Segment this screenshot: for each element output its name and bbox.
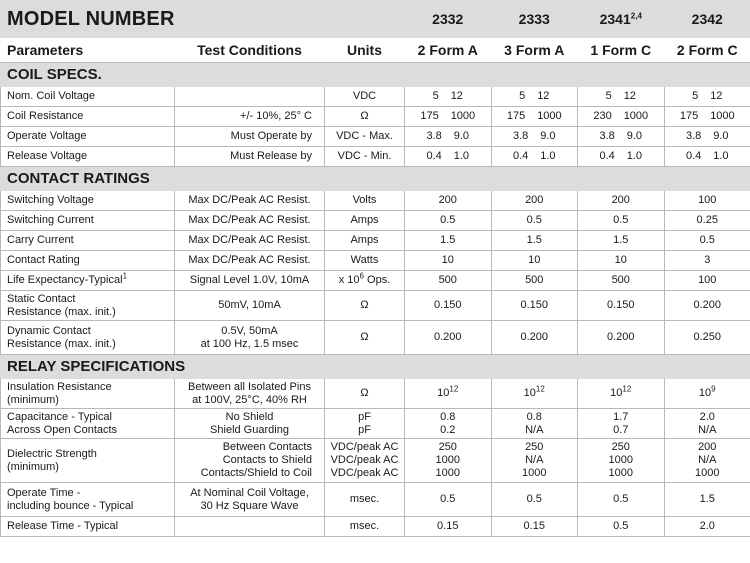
value-cell: 3.8 9.0 xyxy=(491,127,578,147)
value-cell: $10^{12}$ xyxy=(491,379,578,409)
param-label: Capacitance - Typical Across Open Contacts xyxy=(1,409,175,439)
value-cell: $10^{12}$ xyxy=(405,379,492,409)
value-cell: $10^9$ xyxy=(664,379,750,409)
row-nom-coil-voltage xyxy=(1,87,750,107)
param-label: Coil Resistance xyxy=(1,107,175,127)
section-coil-specs xyxy=(1,63,750,87)
value-cell: 0.5 xyxy=(491,211,578,231)
test-condition: +/- 10%, 25° C xyxy=(175,107,325,127)
param-label: Operate Time - including bounce - Typical xyxy=(1,483,175,517)
test-condition: 0.5V, 50mA at 100 Hz, 1.5 msec xyxy=(175,321,325,355)
units-cell: Ω xyxy=(325,321,405,355)
value-cell: 100 xyxy=(664,191,750,211)
param-label: Carry Current xyxy=(1,231,175,251)
row-insulation-resistance xyxy=(1,379,750,409)
value-cell: 2.0 xyxy=(664,517,750,537)
value-cell: 250 N/A 1000 xyxy=(491,439,578,483)
value-cell: 0.5 xyxy=(578,211,665,231)
value-cell: 0.200 xyxy=(664,291,750,321)
row-switching-current xyxy=(1,211,750,231)
value-cell: 175 1000 xyxy=(405,107,492,127)
value-cell: 0.15 xyxy=(405,517,492,537)
value-cell: 500 xyxy=(405,271,492,291)
value-cell: 3.8 9.0 xyxy=(664,127,750,147)
test-condition: No Shield Shield Guarding xyxy=(175,409,325,439)
units-cell: Watts xyxy=(325,251,405,271)
value-cell: 0.200 xyxy=(405,321,492,355)
value-cell: 0.200 xyxy=(578,321,665,355)
units-cell: VDC - Max. xyxy=(325,127,405,147)
param-label: Release Voltage xyxy=(1,147,175,167)
section-title: CONTACT RATINGS xyxy=(1,167,750,191)
units-cell: Ω xyxy=(325,291,405,321)
value-cell: 0.5 xyxy=(405,483,492,517)
value-cell: 10 xyxy=(491,251,578,271)
param-label: Static Contact Resistance (max. init.) xyxy=(1,291,175,321)
row-operate-voltage xyxy=(1,127,750,147)
value-cell: 10 xyxy=(578,251,665,271)
row-capacitance xyxy=(1,409,750,439)
value-cell: 0.150 xyxy=(405,291,492,321)
value-cell: 175 1000 xyxy=(664,107,750,127)
row-operate-time xyxy=(1,483,750,517)
value-cell: 0.8 0.2 xyxy=(405,409,492,439)
row-coil-resistance xyxy=(1,107,750,127)
form-2341: 1 Form C xyxy=(578,38,665,63)
value-cell: 230 1000 xyxy=(578,107,665,127)
model-2333: 2333 xyxy=(491,1,578,38)
value-cell: $10^{12}$ xyxy=(578,379,665,409)
units-cell: pF pF xyxy=(325,409,405,439)
param-label: Operate Voltage xyxy=(1,127,175,147)
value-cell: 250 1000 1000 xyxy=(578,439,665,483)
test-condition xyxy=(175,517,325,537)
value-cell: 3 xyxy=(664,251,750,271)
units-cell: Ω xyxy=(325,107,405,127)
test-condition: Max DC/Peak AC Resist. xyxy=(175,191,325,211)
value-cell: 0.4 1.0 xyxy=(578,147,665,167)
row-dynamic-contact-resistance xyxy=(1,321,750,355)
value-cell: 0.4 1.0 xyxy=(491,147,578,167)
units-cell: msec. xyxy=(325,483,405,517)
value-cell: 500 xyxy=(578,271,665,291)
value-cell: 10 xyxy=(405,251,492,271)
value-cell: 0.25 xyxy=(664,211,750,231)
param-label: Nom. Coil Voltage xyxy=(1,87,175,107)
value-cell: 200 xyxy=(491,191,578,211)
section-title: COIL SPECS. xyxy=(1,63,750,87)
header-units: Units xyxy=(325,38,405,63)
test-condition: Between all Isolated Pins at 100V, 25°C, 40% RH xyxy=(175,379,325,409)
test-condition: 50mV, 10mA xyxy=(175,291,325,321)
units-cell: VDC - Min. xyxy=(325,147,405,167)
row-static-contact-resistance xyxy=(1,291,750,321)
value-cell: 0.5 xyxy=(491,483,578,517)
units-cell: msec. xyxy=(325,517,405,537)
value-cell: 1.5 xyxy=(664,483,750,517)
test-condition: At Nominal Coil Voltage, 30 Hz Square Wave xyxy=(175,483,325,517)
section-relay-specifications xyxy=(1,355,750,379)
model-2332: 2332 xyxy=(405,1,492,38)
row-dielectric-strength xyxy=(1,439,750,483)
param-label: Release Time - Typical xyxy=(1,517,175,537)
units-cell: Amps xyxy=(325,231,405,251)
form-2332: 2 Form A xyxy=(405,38,492,63)
value-cell: 200 N/A 1000 xyxy=(664,439,750,483)
value-cell: 0.5 xyxy=(578,483,665,517)
model-2341: 2341$^{2,4}$ xyxy=(578,1,665,38)
form-2333: 3 Form A xyxy=(491,38,578,63)
units-cell: Ω xyxy=(325,379,405,409)
param-label: Contact Rating xyxy=(1,251,175,271)
value-cell: 0.250 xyxy=(664,321,750,355)
value-cell: 0.4 1.0 xyxy=(664,147,750,167)
value-cell: 1.7 0.7 xyxy=(578,409,665,439)
header-parameters: Parameters xyxy=(1,38,175,63)
param-label: Switching Voltage xyxy=(1,191,175,211)
param-label: Dielectric Strength (minimum) xyxy=(1,439,175,483)
model-2342: 2342 xyxy=(664,1,750,38)
value-cell: 250 1000 1000 xyxy=(405,439,492,483)
value-cell: 200 xyxy=(578,191,665,211)
value-cell: 5 12 xyxy=(405,87,492,107)
value-cell: 0.5 xyxy=(405,211,492,231)
value-cell: 200 xyxy=(405,191,492,211)
value-cell: 3.8 9.0 xyxy=(405,127,492,147)
value-cell: 0.150 xyxy=(491,291,578,321)
test-condition xyxy=(175,87,325,107)
row-contact-rating xyxy=(1,251,750,271)
value-cell: 0.5 xyxy=(664,231,750,251)
param-label: Insulation Resistance (minimum) xyxy=(1,379,175,409)
row-release-voltage xyxy=(1,147,750,167)
model-number-row xyxy=(1,1,750,38)
value-cell: 5 12 xyxy=(491,87,578,107)
value-cell: 3.8 9.0 xyxy=(578,127,665,147)
value-cell: 500 xyxy=(491,271,578,291)
test-condition: Between Contacts Contacts to Shield Contacts/Shield to Coil xyxy=(175,439,325,483)
value-cell: 0.15 xyxy=(491,517,578,537)
value-cell: 1.5 xyxy=(491,231,578,251)
test-condition: Max DC/Peak AC Resist. xyxy=(175,251,325,271)
test-condition: Must Operate by xyxy=(175,127,325,147)
section-title: RELAY SPECIFICATIONS xyxy=(1,355,750,379)
value-cell: 5 12 xyxy=(664,87,750,107)
value-cell: 175 1000 xyxy=(491,107,578,127)
model-number-label: MODEL NUMBER xyxy=(1,1,405,38)
value-cell: 0.200 xyxy=(491,321,578,355)
form-2342: 2 Form C xyxy=(664,38,750,63)
value-cell: 2.0 N/A xyxy=(664,409,750,439)
value-cell: 0.8 N/A xyxy=(491,409,578,439)
row-life-expectancy xyxy=(1,271,750,291)
value-cell: 1.5 xyxy=(578,231,665,251)
param-label: Dynamic Contact Resistance (max. init.) xyxy=(1,321,175,355)
value-cell: 0.4 1.0 xyxy=(405,147,492,167)
param-label: Life Expectancy-Typical$^1$ xyxy=(1,271,175,291)
row-carry-current xyxy=(1,231,750,251)
value-cell: 5 12 xyxy=(578,87,665,107)
units-cell: VDC xyxy=(325,87,405,107)
column-header-row xyxy=(1,38,750,63)
value-cell: 0.5 xyxy=(578,517,665,537)
units-cell: Amps xyxy=(325,211,405,231)
param-label: Switching Current xyxy=(1,211,175,231)
test-condition: Signal Level 1.0V, 10mA xyxy=(175,271,325,291)
test-condition: Must Release by xyxy=(175,147,325,167)
value-cell: 100 xyxy=(664,271,750,291)
value-cell: 0.150 xyxy=(578,291,665,321)
units-cell: VDC/peak AC VDC/peak AC VDC/peak AC xyxy=(325,439,405,483)
test-condition: Max DC/Peak AC Resist. xyxy=(175,211,325,231)
row-switching-voltage xyxy=(1,191,750,211)
row-release-time xyxy=(1,517,750,537)
test-condition: Max DC/Peak AC Resist. xyxy=(175,231,325,251)
units-cell: x $10^6$ Ops. xyxy=(325,271,405,291)
section-contact-ratings xyxy=(1,167,750,191)
value-cell: 1.5 xyxy=(405,231,492,251)
units-cell: Volts xyxy=(325,191,405,211)
header-test-conditions: Test Conditions xyxy=(175,38,325,63)
